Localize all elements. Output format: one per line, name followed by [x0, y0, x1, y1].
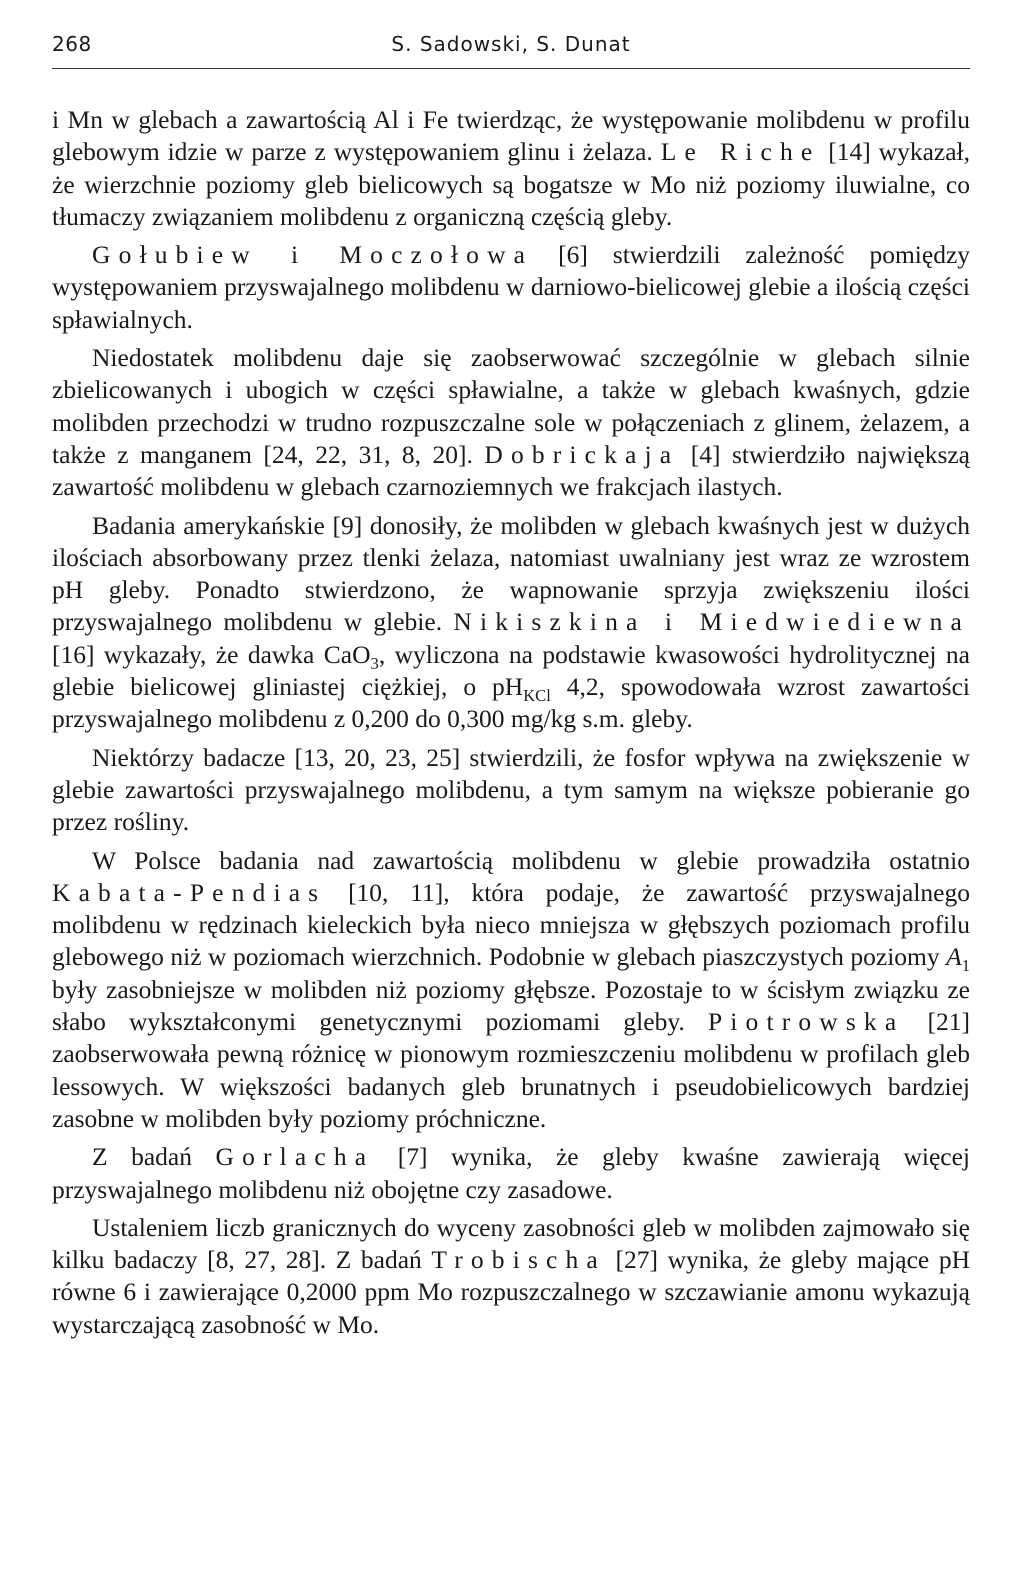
paragraph [52, 510, 970, 736]
subscript: 1 [961, 956, 970, 976]
author-name: Le Riche [660, 137, 821, 167]
text-run: były zasobniejsze w molibden niż poziomy głębsze. Pozostaje to w ścisłym związku ze słabo wykształconymi genetycznymi poziomami gleby. [52, 974, 970, 1037]
text-run: W Polsce badania nad zawartością molibdenu w glebie prowadziła ostatnio [92, 845, 970, 875]
text-run: Z badań [92, 1142, 216, 1172]
text-run: Ustaleniem liczb granicznych do wyceny zasobności gleb w molibden zajmowało się kilku badaczy [8, 27, 28]. Z badań [52, 1212, 970, 1275]
paragraph [52, 104, 970, 233]
page [52, 28, 970, 1347]
text-run: [7] wynika, że gleby kwaśne zawierają więcej przyswajalnego molibdenu niż obojętne czy zasadowe. [52, 1142, 970, 1204]
header-rule [52, 68, 970, 69]
author-name: Dobrickaja [484, 439, 680, 469]
text-run: Niektórzy badacze [13, 20, 23, 25] stwierdzili, że fosfor wpływa na zwiększenie w glebie zawartości przyswajalnego molibdenu, a tym samym na większe pobieranie go przez rośliny. [52, 742, 970, 837]
horizon-symbol: A [946, 942, 962, 972]
text-run: [16] wykazały, że dawka CaO [52, 639, 371, 669]
author-name: Gorlacha [215, 1142, 375, 1172]
subscript: KCl [523, 686, 551, 706]
text-run: , wyliczona na podstawie kwasowości hydrolitycznej na glebie bielicowej gliniastej ciężkiej, o pH [52, 639, 970, 702]
author-name: Nikiszkina i Miedwiediewna [453, 607, 970, 637]
paragraph [52, 1212, 970, 1341]
text-run: [14] wykazał, że wierzchnie poziomy gleb bielicowych są bogatsze w Mo niż poziomy iluwialne, co tłumaczy związaniem molibdenu z organiczną częścią gleby. [52, 137, 971, 231]
author-name: Gołubiew i Moczołowa [92, 240, 534, 270]
paragraph [52, 1141, 970, 1206]
text-run: [27] wynika, że gleby mające pH równe 6 i zawierające 0,2000 ppm Mo rozpuszczalnego w szczawianie amonu wykazują wystarczającą zasobność w Mo. [52, 1245, 971, 1339]
paragraph [52, 342, 970, 503]
text-run: Badania amerykańskie [9] donosiły, że molibden w glebach kwaśnych jest w dużych ilościach absorbowany przez tlenki żelaza, natomiast uwalniany jest wraz ze wzrostem pH gleby. Ponadto stwierdzono, że wapnowanie sprzyja zwiększeniu ilości przyswajalnego molibdenu w glebie. [52, 510, 970, 637]
author-name: Kabata-Pendias [52, 877, 327, 907]
author-name: Piotrowska [707, 1007, 905, 1037]
text-run: 4,2, spowodowała wzrost zawartości przyswajalnego molibdenu z 0,200 do 0,300 mg/kg s.m. gleby. [52, 672, 970, 734]
paragraph [52, 845, 970, 1136]
text-run: [21] zaobserwowała pewną różnicę w pionowym rozmieszczeniu molibdenu w profilach gleb lessowych. W większości badanych gleb brunatnych i pseudobielicowych bardziej zasobne w molibden były poziomy próchniczne. [52, 1007, 970, 1133]
text-run: i Mn w glebach a zawartością Al i Fe twierdząc, że występowanie molibdenu w profilu glebowym idzie w parze z występowaniem glinu i żelaza. [52, 105, 970, 167]
text-run: [10, 11], która podaje, że zawartość przyswajalnego molibdenu w rędzinach kieleckich była nieco mniejsza w głębszych poziomach profilu glebowego niż w poziomach wierzchnich. Podobnie w glebach piaszczystych poziomy [52, 877, 970, 972]
running-head [52, 28, 970, 68]
text-run: [4] stwierdziło największą zawartość molibdenu w glebach czarnoziemnych we frakcjach ilastych. [52, 439, 971, 502]
text-run: [6] stwierdzili zależność pomiędzy występowaniem przyswajalnego molibdenu w darniowo-bielicowej glebie a ilością części spławialnych. [52, 240, 971, 334]
page-number: 268 [52, 32, 92, 56]
subscript: 3 [370, 653, 379, 673]
paragraph [52, 239, 970, 336]
body-text [52, 104, 970, 1341]
text-run: Niedostatek molibdenu daje się zaobserwować szczególnie w glebach silnie zbielicowanych i ubogich w części spławialne, a także w glebach kwaśnych, gdzie molibden przechodzi w trudno rozpuszczalne sole w połączeniach z glinem, żelazem, a także z manganem [24, 22, 31, 8, 20]. [52, 343, 970, 469]
paragraph [52, 742, 970, 839]
running-head-authors: S. Sadowski, S. Dunat [391, 32, 631, 56]
author-name: Trobischa [431, 1245, 606, 1275]
